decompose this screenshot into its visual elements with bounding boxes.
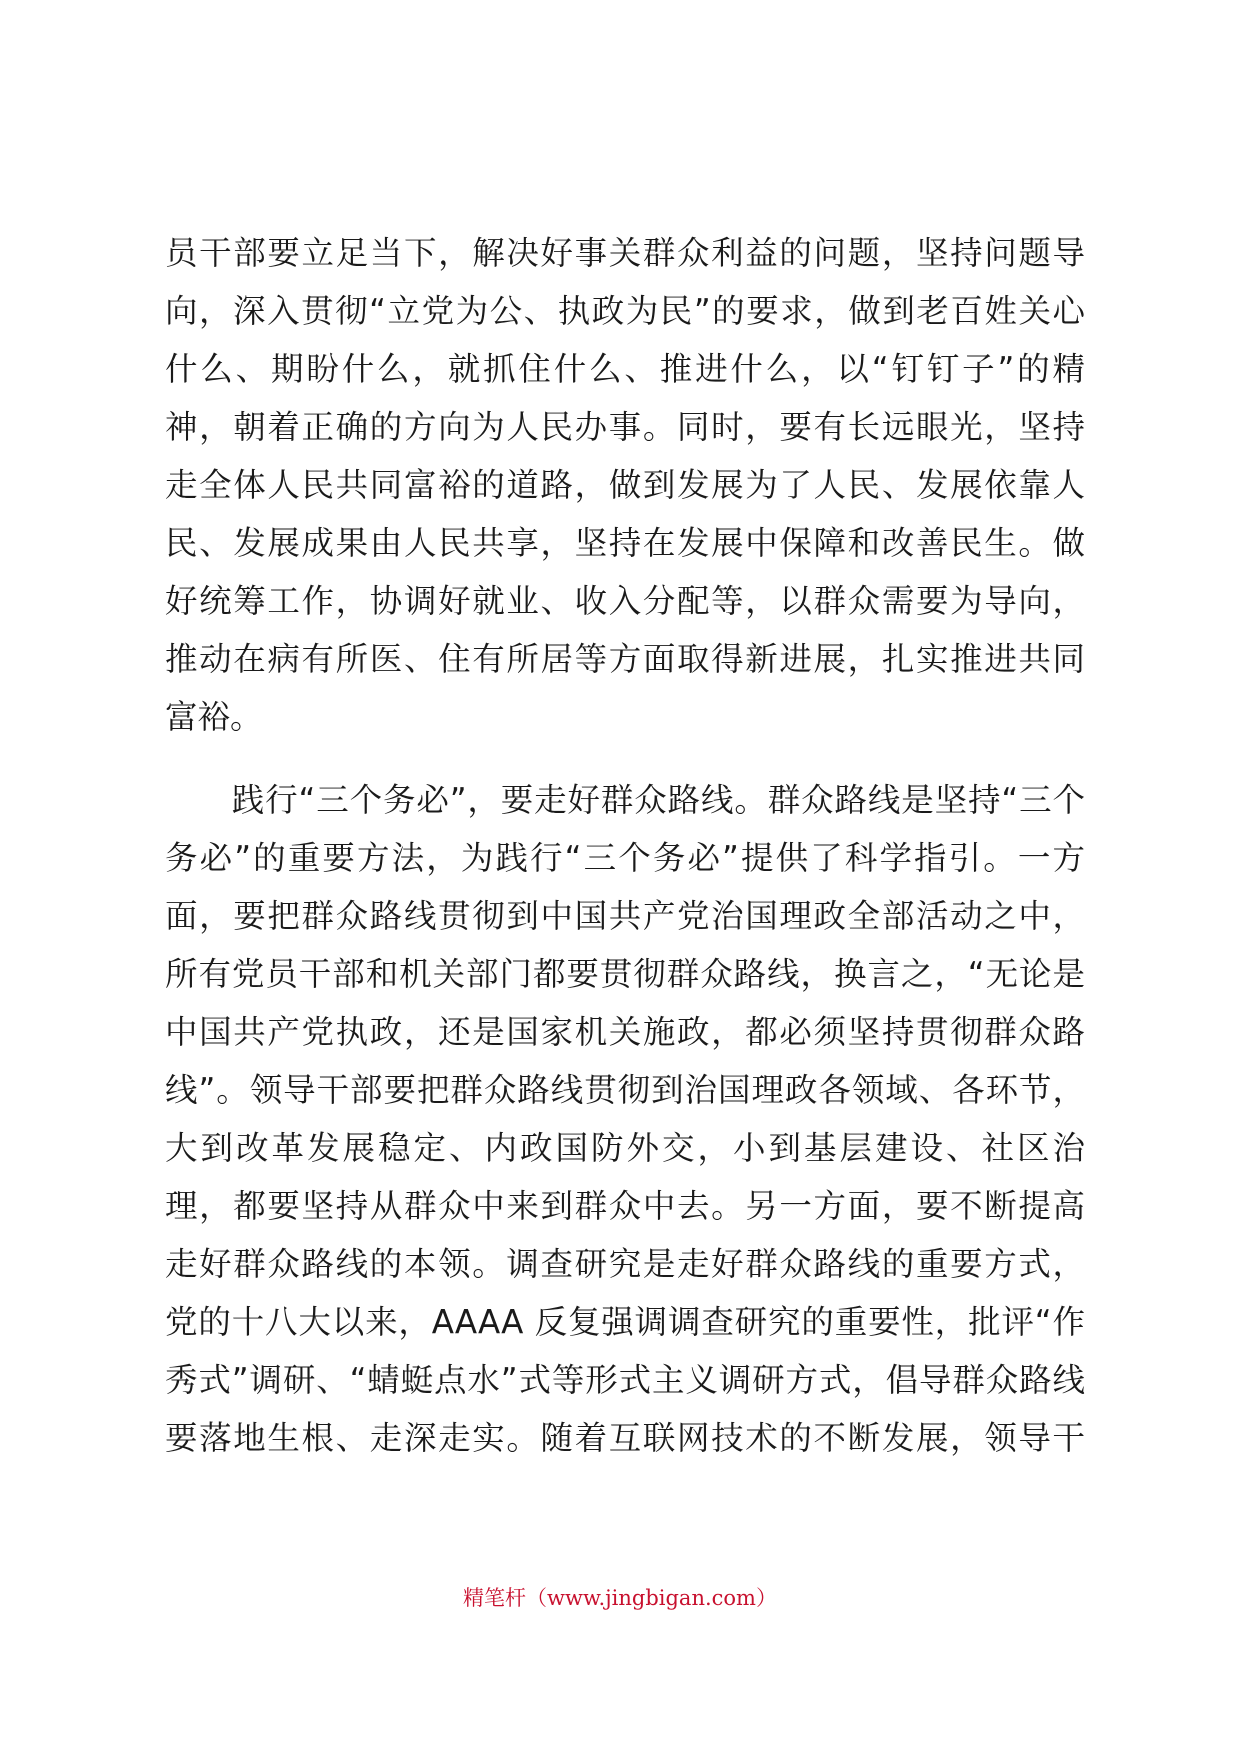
document-body bbox=[165, 224, 1085, 1467]
paragraph-2-line-9: 走好群众路线的本领。调查研究是走好群众路线的重要方式， bbox=[165, 1245, 1085, 1283]
paragraph-2-line-6: 线”。领导干部要把群众路线贯彻到治国理政各领域、各环节， bbox=[165, 1071, 1085, 1109]
paragraph-2-line-1: 践行“三个务必”，要走好群众路线。群众路线是坚持“三个 bbox=[165, 781, 1085, 819]
paragraph-2-line-12: 要落地生根、走深走实。随着互联网技术的不断发展，领导干 bbox=[165, 1419, 1085, 1457]
paragraph-1-line-2: 向，深入贯彻“立党为公、执政为民”的要求，做到老百姓关心 bbox=[165, 292, 1085, 330]
footer-watermark-link[interactable]: 精笔杆（www.jingbigan.com） bbox=[463, 1586, 777, 1610]
paragraph-2-line-4: 所有党员干部和机关部门都要贯彻群众路线，换言之，“无论是 bbox=[165, 955, 1085, 993]
paragraph-1-line-1: 员干部要立足当下，解决好事关群众利益的问题，坚持问题导 bbox=[165, 234, 1085, 272]
paragraph-2-line-2: 务必”的重要方法，为践行“三个务必”提供了科学指引。一方 bbox=[165, 839, 1085, 877]
paragraph-1-line-8: 推动在病有所医、住有所居等方面取得新进展，扎实推进共同 bbox=[165, 640, 1085, 678]
paragraph-1-line-9: 富裕。 bbox=[165, 698, 263, 736]
paragraph-spacer bbox=[165, 746, 1085, 771]
paragraph-1-line-7: 好统筹工作，协调好就业、收入分配等，以群众需要为导向， bbox=[165, 582, 1085, 620]
paragraph-1-line-3: 什么、期盼什么，就抓住什么、推进什么，以“钉钉子”的精 bbox=[165, 350, 1085, 388]
paragraph-2-line-11: 秀式”调研、“蜻蜓点水”式等形式主义调研方式，倡导群众路线 bbox=[165, 1361, 1085, 1399]
paragraph-2-line-3: 面，要把群众路线贯彻到中国共产党治国理政全部活动之中， bbox=[165, 897, 1085, 935]
paragraph-1-line-5: 走全体人民共同富裕的道路，做到发展为了人民、发展依靠人 bbox=[165, 466, 1085, 504]
paragraph-1-line-4: 神，朝着正确的方向为人民办事。同时，要有长远眼光，坚持 bbox=[165, 408, 1085, 446]
paragraph-2-line-10: 党的十八大以来，AAAA 反复强调调查研究的重要性，批评“作 bbox=[165, 1303, 1085, 1341]
paragraph-2-line-5: 中国共产党执政，还是国家机关施政，都必须坚持贯彻群众路 bbox=[165, 1013, 1085, 1051]
paragraph-1-line-6: 民、发展成果由人民共享，坚持在发展中保障和改善民生。做 bbox=[165, 524, 1085, 562]
paragraph-2-line-7: 大到改革发展稳定、内政国防外交，小到基层建设、社区治 bbox=[165, 1129, 1085, 1167]
paragraph-2-line-8: 理，都要坚持从群众中来到群众中去。另一方面，要不断提高 bbox=[165, 1187, 1085, 1225]
